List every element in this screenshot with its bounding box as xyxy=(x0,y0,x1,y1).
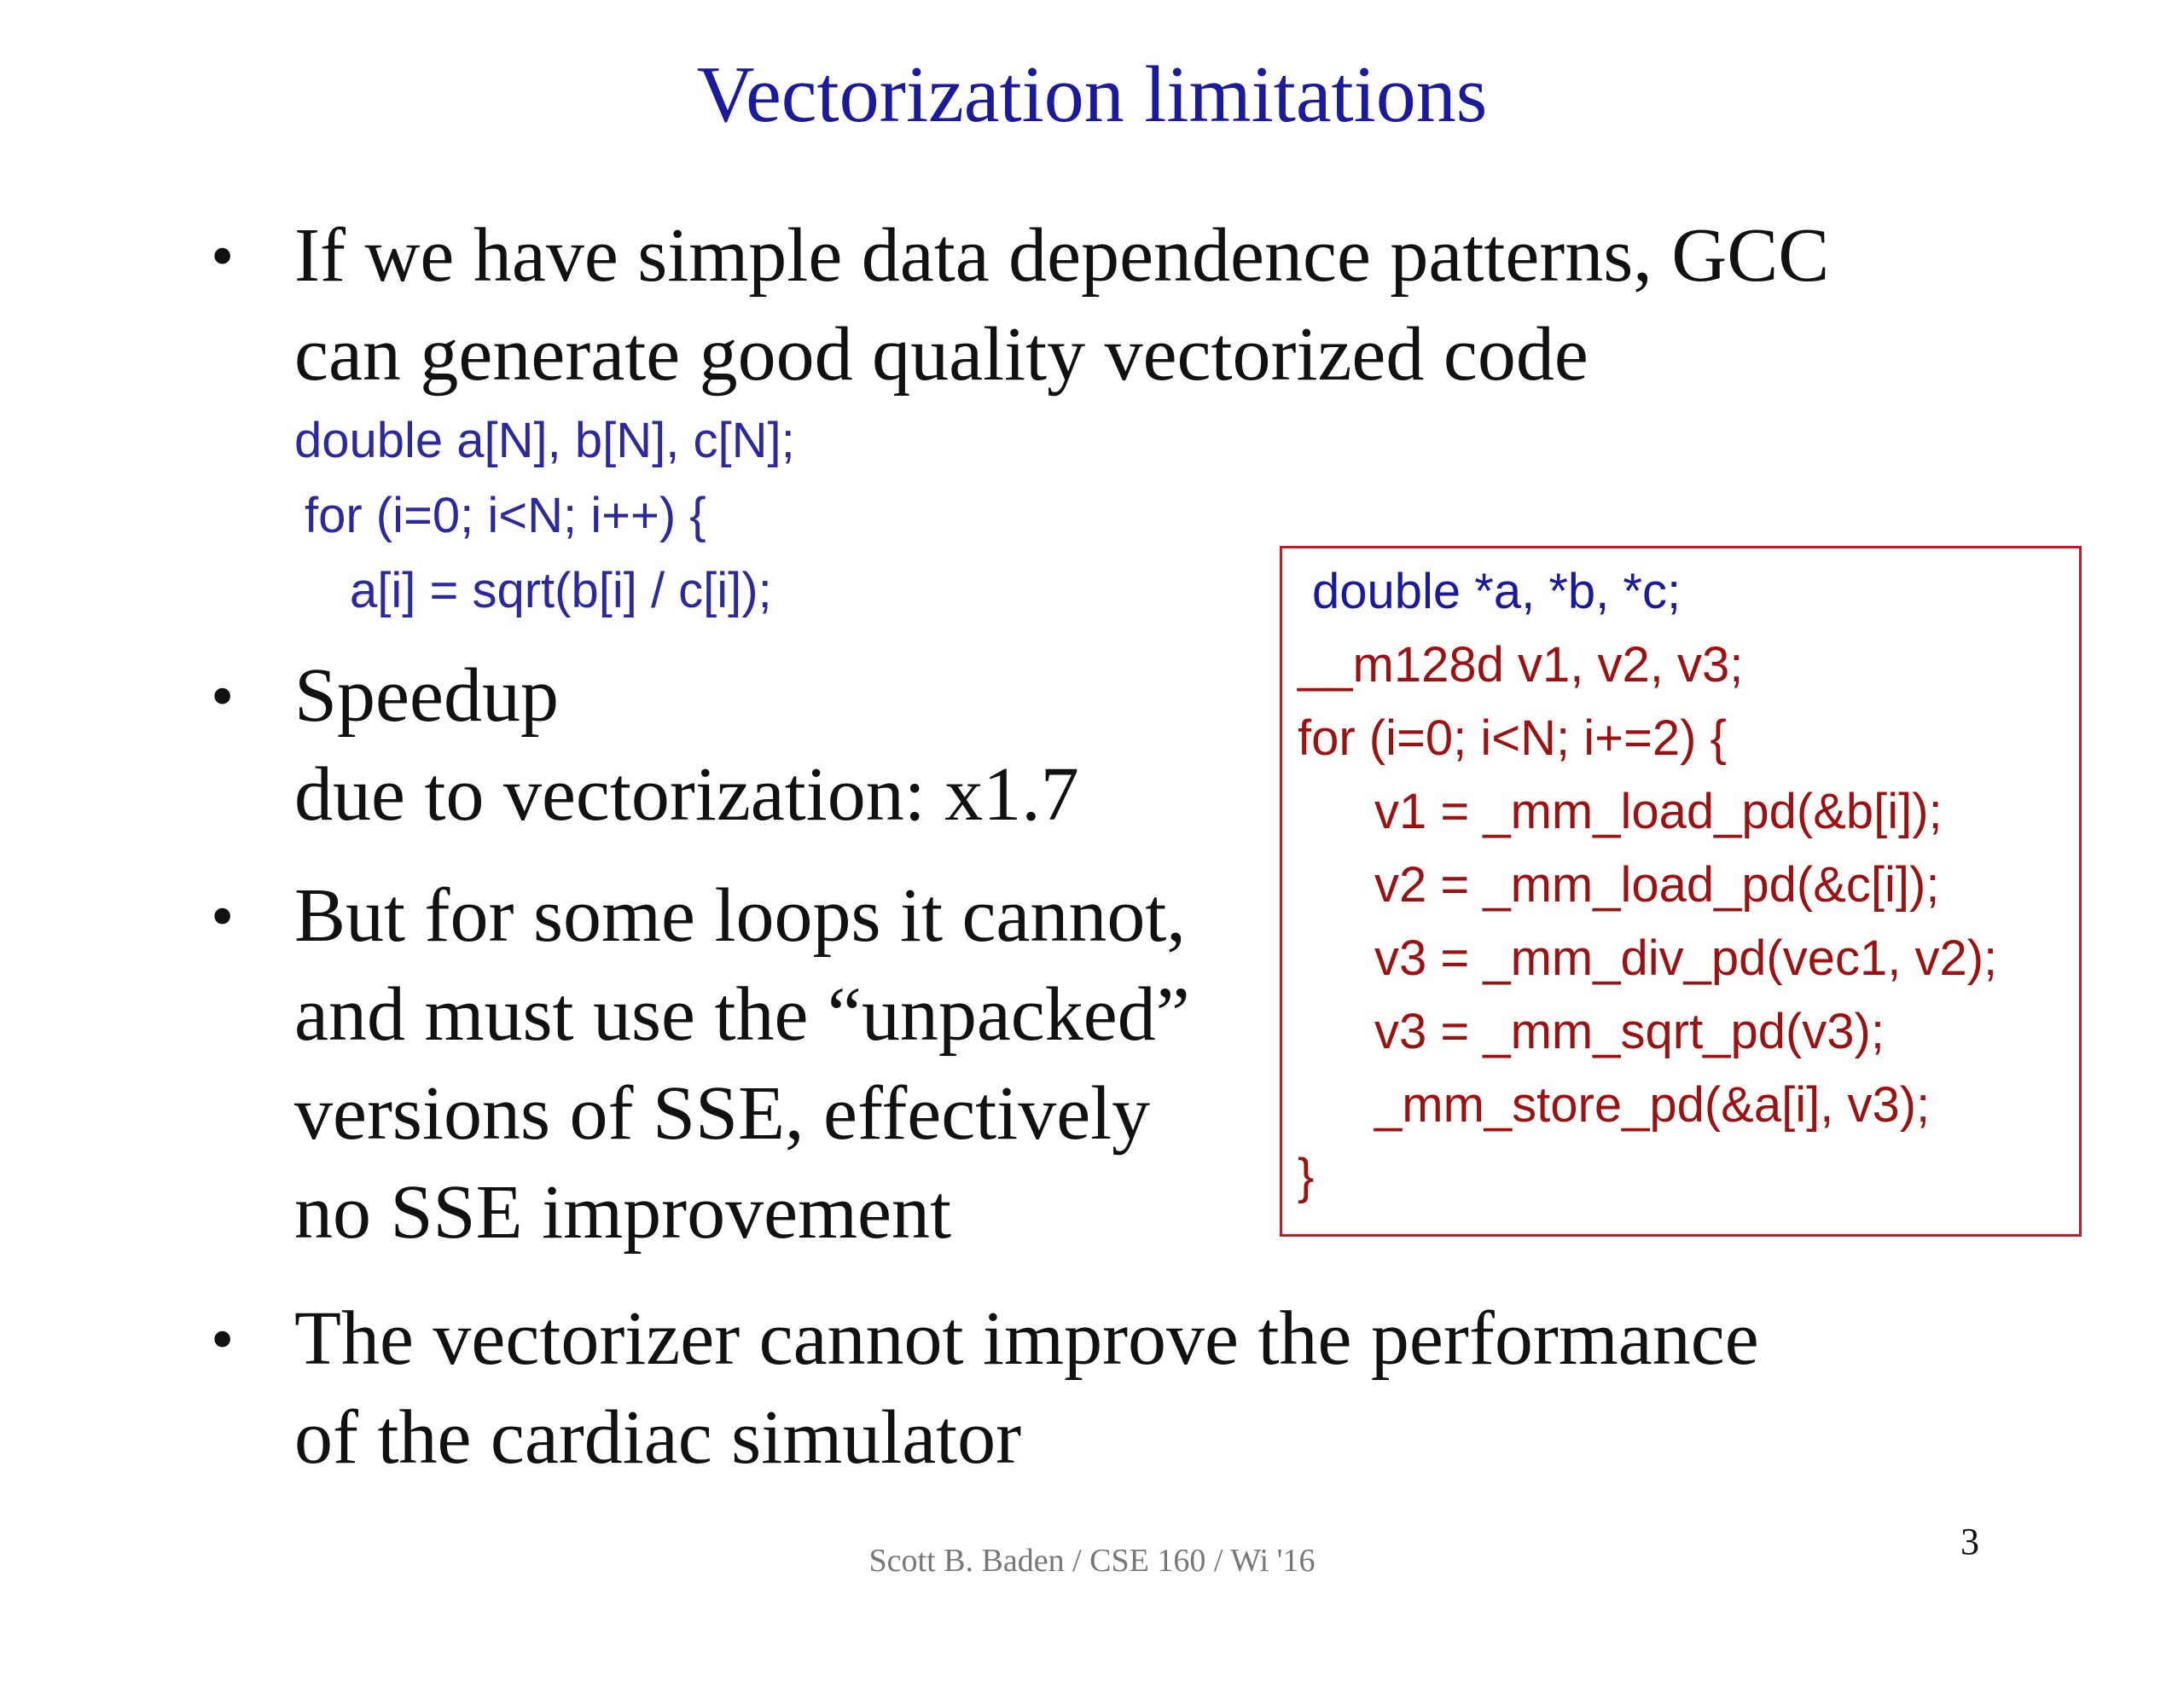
scalar-code-line-1: double a[N], b[N], c[N]; xyxy=(294,413,795,468)
sse-code-line-2: __m128d v1, v2, v3; xyxy=(1298,637,1744,693)
sse-code-line-3: for (i=0; i<N; i+=2) { xyxy=(1298,710,1727,766)
sse-code-line-4: v1 = _mm_load_pd(&b[i]); xyxy=(1374,784,1943,839)
bullet-3-line-3: versions of SSE, effectively xyxy=(294,1071,1151,1156)
bullet-2-line-2: due to vectorization: x1.7 xyxy=(294,752,1079,837)
sse-code-line-9: } xyxy=(1298,1149,1315,1204)
sse-code-box xyxy=(1280,546,2082,1237)
bullet-2 xyxy=(213,646,1079,844)
bullet-dot: • xyxy=(211,1301,235,1376)
bullet-dot: • xyxy=(211,218,235,293)
sse-code-line-8: _mm_store_pd(&a[i], v3); xyxy=(1374,1077,1931,1133)
slide-title: Vectorization limitations xyxy=(696,50,1488,139)
bullet-2-line-1: Speedup xyxy=(294,653,559,738)
scalar-code-line-3: a[i] = sqrt(b[i] / c[i]); xyxy=(350,563,772,618)
bullet-4-line-2: of the cardiac simulator xyxy=(294,1395,1022,1480)
page-number: 3 xyxy=(1960,1521,1979,1562)
bullet-dot: • xyxy=(211,878,235,953)
bullet-3-line-1: But for some loops it cannot, xyxy=(294,873,1186,958)
bullet-3 xyxy=(213,867,1190,1262)
bullet-dot: • xyxy=(211,658,235,733)
sse-code-line-5: v2 = _mm_load_pd(&c[i]); xyxy=(1374,857,1940,913)
sse-code-line-7: v3 = _mm_sqrt_pd(v3); xyxy=(1374,1004,1885,1059)
bullet-4-line-1: The vectorizer cannot improve the performance xyxy=(294,1296,1759,1381)
footer-credit: Scott B. Baden / CSE 160 / Wi '16 xyxy=(868,1543,1316,1579)
bullet-4 xyxy=(213,1290,1759,1487)
bullet-3-line-2: and must use the “unpacked” xyxy=(294,972,1190,1057)
sse-code-line-6: v3 = _mm_div_pd(vec1, v2); xyxy=(1374,930,1998,986)
bullet-1 xyxy=(213,206,1829,404)
bullet-1-line-2: can generate good quality vectorized code xyxy=(294,312,1589,397)
bullet-3-line-4: no SSE improvement xyxy=(294,1170,951,1255)
scalar-code-line-2: for (i=0; i<N; i++) { xyxy=(305,488,706,543)
sse-code-line-1: double *a, *b, *c; xyxy=(1312,564,1682,619)
bullet-1-line-1: If we have simple data dependence patterns, GCC xyxy=(294,213,1830,298)
